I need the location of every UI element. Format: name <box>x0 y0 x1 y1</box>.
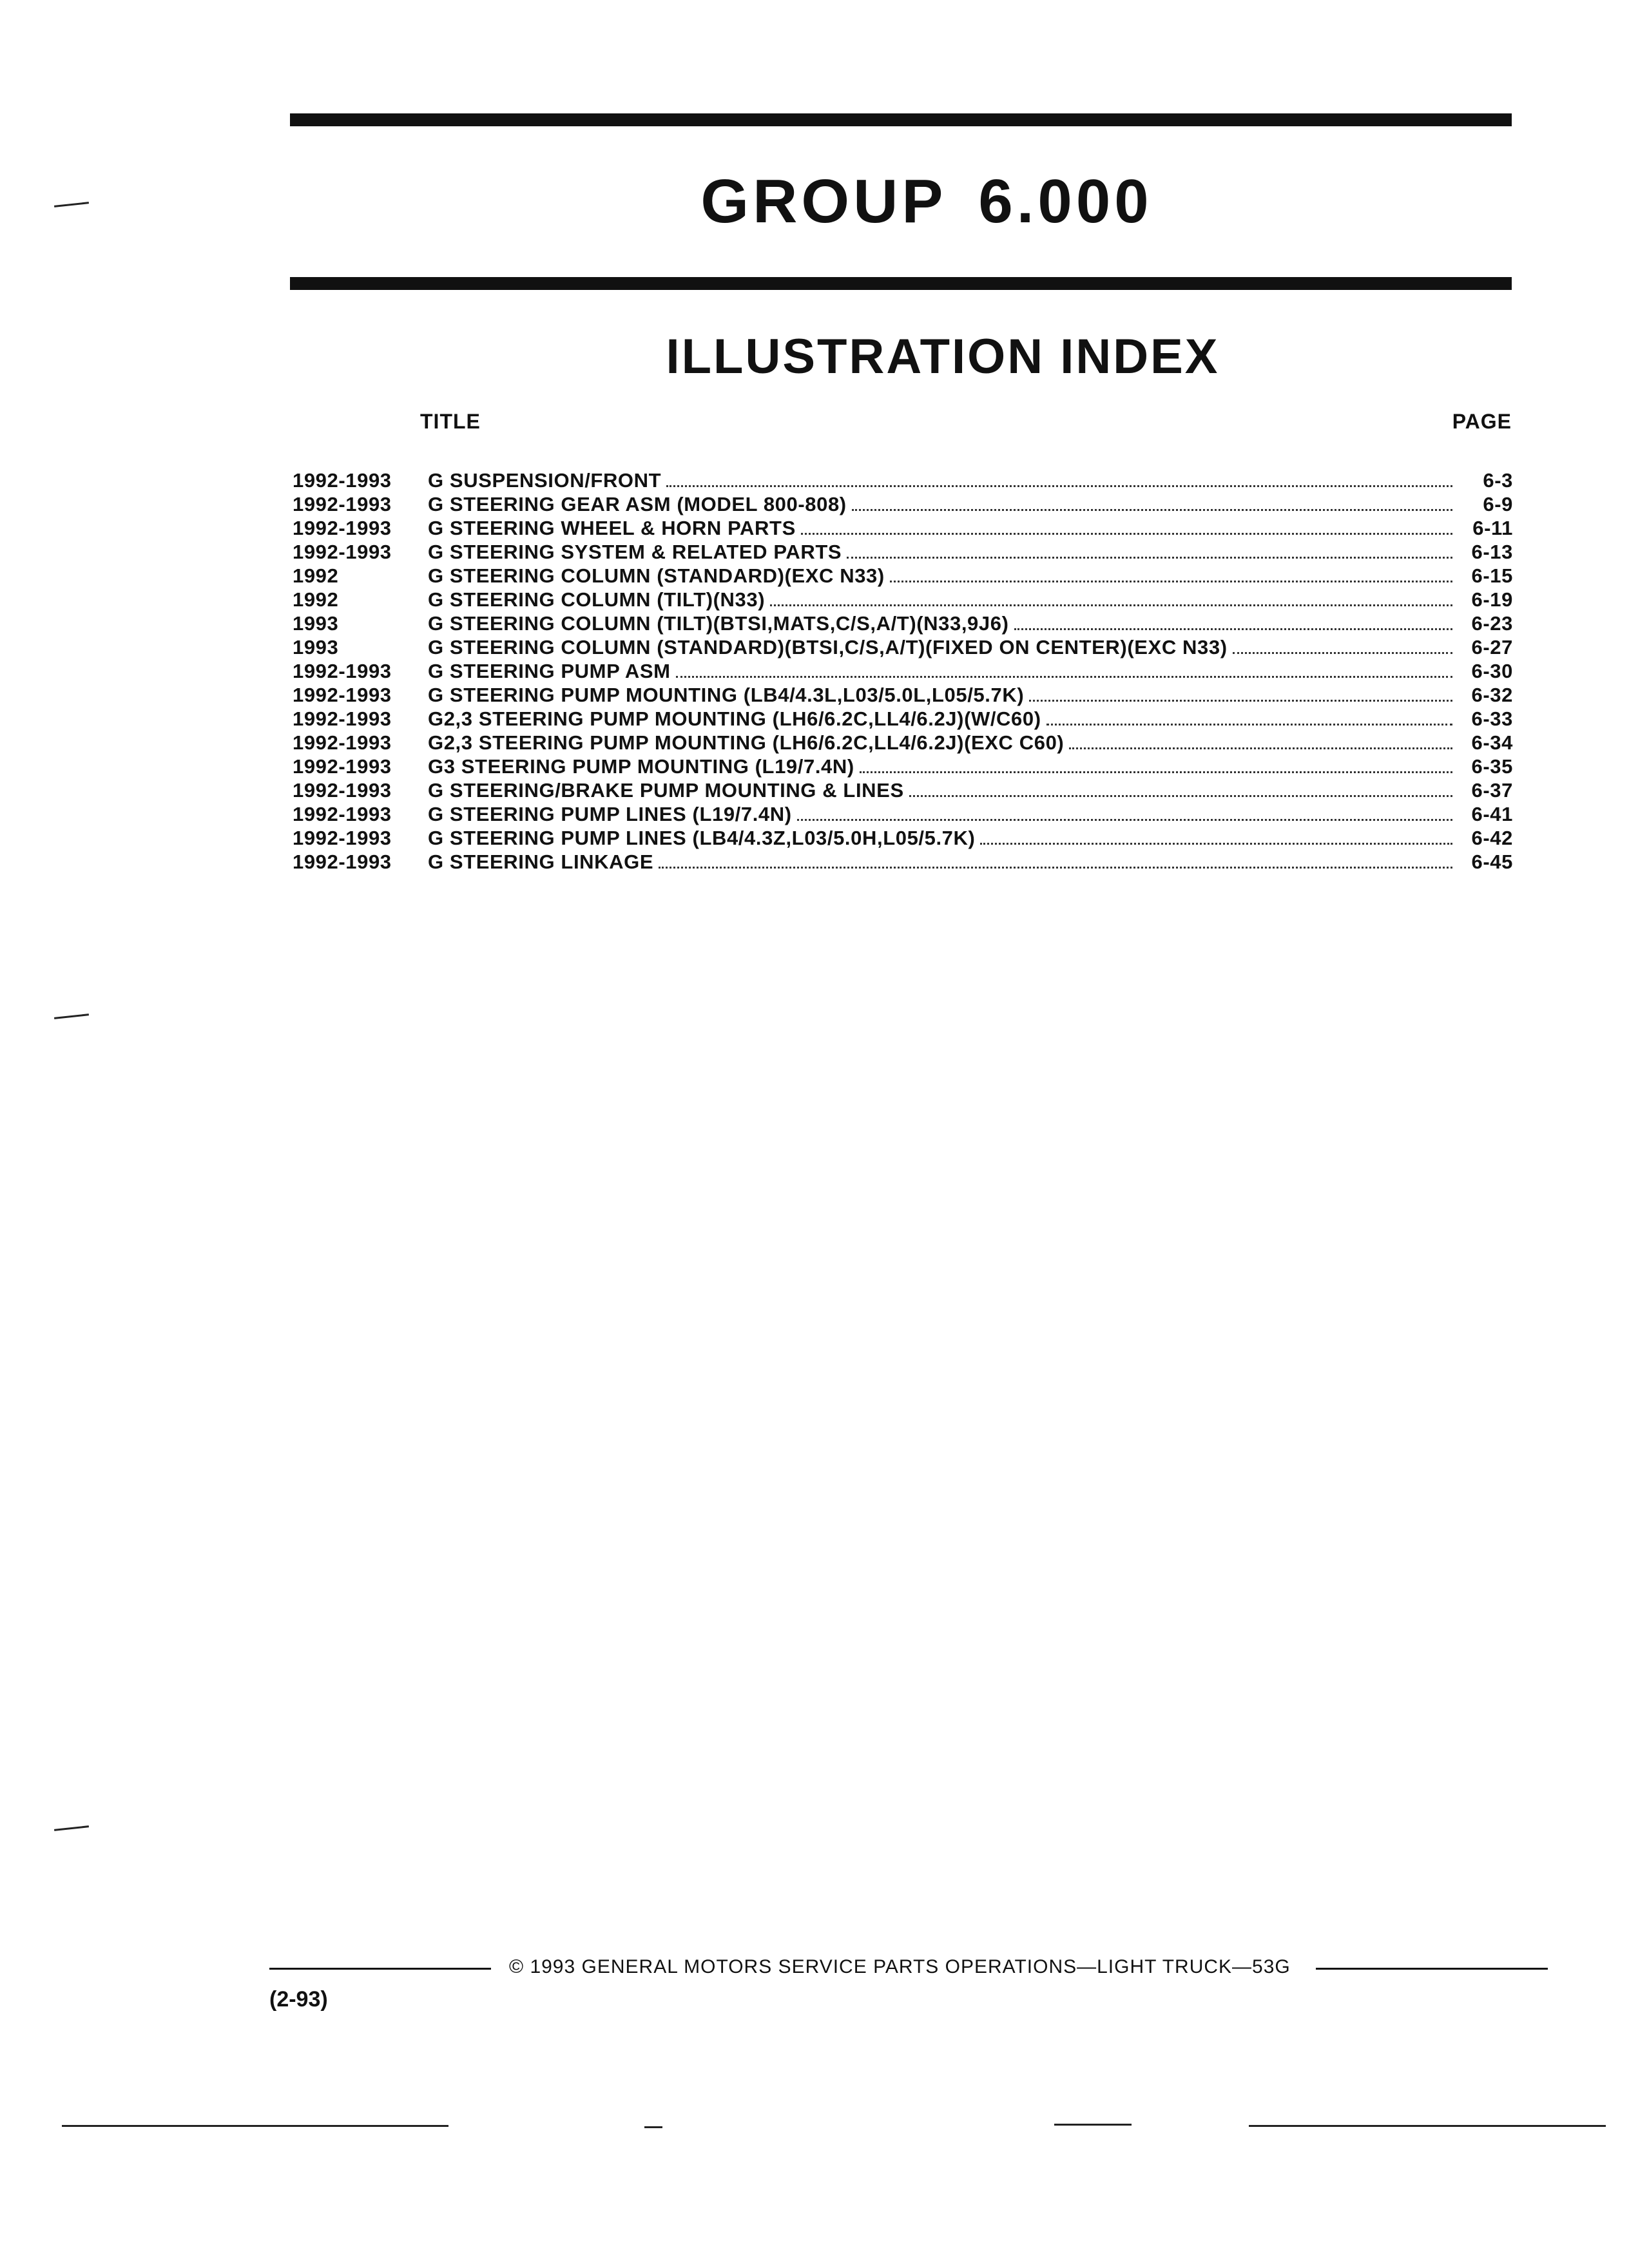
dot-leader <box>847 557 1452 559</box>
index-row <box>293 469 1513 493</box>
dot-leader <box>860 771 1452 773</box>
illustration-index-list <box>293 469 1513 874</box>
index-row-title: G STEERING GEAR ASM (MODEL 800-808) <box>428 493 847 515</box>
index-row-title: G STEERING COLUMN (STANDARD)(EXC N33) <box>428 564 885 587</box>
index-row-years: 1992-1993 <box>293 469 392 492</box>
index-row-page: 6-3 <box>1483 469 1513 492</box>
index-row-title: G STEERING COLUMN (TILT)(BTSI,MATS,C/S,A/T)(N33,9J6) <box>428 612 1009 635</box>
index-row <box>293 660 1513 684</box>
index-row <box>293 541 1513 564</box>
dot-leader <box>980 843 1452 845</box>
index-row-years: 1992-1993 <box>293 541 392 563</box>
index-row <box>293 779 1513 803</box>
footer-rule-left <box>269 1968 491 1970</box>
index-row-title: G2,3 STEERING PUMP MOUNTING (LH6/6.2C,LL4/6.2J)(W/C60) <box>428 707 1041 730</box>
scan-artifact-line <box>1249 2125 1606 2127</box>
index-row-years: 1992 <box>293 564 339 587</box>
index-row-years: 1992-1993 <box>293 755 392 778</box>
revision-date: (2-93) <box>269 1987 328 2012</box>
index-row-title: G3 STEERING PUMP MOUNTING (L19/7.4N) <box>428 755 854 778</box>
index-row-title: G STEERING SYSTEM & RELATED PARTS <box>428 541 842 563</box>
dot-leader <box>1069 747 1452 749</box>
scan-artifact-line <box>1054 2124 1132 2126</box>
index-row-years: 1992-1993 <box>293 660 392 682</box>
index-row <box>293 636 1513 660</box>
dot-leader <box>659 867 1452 869</box>
index-row-page: 6-9 <box>1483 493 1513 515</box>
index-row <box>293 827 1513 850</box>
index-row-title: G STEERING PUMP ASM <box>428 660 671 682</box>
index-row-page: 6-23 <box>1471 612 1513 635</box>
index-row-years: 1992-1993 <box>293 850 392 873</box>
dot-leader <box>770 604 1452 606</box>
index-row-years: 1992-1993 <box>293 707 392 730</box>
index-row-page: 6-15 <box>1471 564 1513 587</box>
index-row-page: 6-35 <box>1471 755 1513 778</box>
index-row <box>293 517 1513 541</box>
index-row <box>293 493 1513 517</box>
dot-leader <box>676 676 1452 678</box>
dot-leader <box>1029 700 1452 702</box>
header-rule <box>290 277 1512 290</box>
index-row-title: G STEERING PUMP LINES (LB4/4.3Z,L03/5.0H,L05/5.7K) <box>428 827 976 849</box>
index-row-title: G2,3 STEERING PUMP MOUNTING (LH6/6.2C,LL4/6.2J)(EXC C60) <box>428 731 1065 754</box>
index-row-page: 6-30 <box>1471 660 1513 682</box>
dot-leader <box>1014 628 1452 630</box>
dot-leader <box>1046 724 1452 726</box>
index-row <box>293 612 1513 636</box>
index-row-page: 6-41 <box>1471 803 1513 825</box>
index-row-page: 6-42 <box>1471 827 1513 849</box>
index-row-years: 1993 <box>293 636 339 658</box>
column-header-title: TITLE <box>420 410 481 433</box>
index-row-years: 1992-1993 <box>293 684 392 706</box>
punch-hole-mark <box>54 202 89 207</box>
index-row-page: 6-32 <box>1471 684 1513 706</box>
index-row <box>293 564 1513 588</box>
group-title: GROUP 6.000 <box>700 167 1153 236</box>
index-row-page: 6-11 <box>1472 517 1513 539</box>
dot-leader <box>890 581 1452 582</box>
index-row-title: G STEERING PUMP LINES (L19/7.4N) <box>428 803 792 825</box>
index-row <box>293 588 1513 612</box>
index-row-title: G STEERING/BRAKE PUMP MOUNTING & LINES <box>428 779 904 802</box>
index-row <box>293 755 1513 779</box>
punch-hole-mark <box>54 1825 89 1831</box>
index-title: ILLUSTRATION INDEX <box>666 329 1220 384</box>
index-row-years: 1992-1993 <box>293 493 392 515</box>
index-row-page: 6-34 <box>1471 731 1513 754</box>
footer-rule-right <box>1316 1968 1548 1970</box>
index-row-title: G STEERING LINKAGE <box>428 850 654 873</box>
index-row-years: 1992 <box>293 588 339 611</box>
copyright-notice: © 1993 GENERAL MOTORS SERVICE PARTS OPERATIONS—LIGHT TRUCK—53G <box>509 1956 1291 1977</box>
index-row-page: 6-19 <box>1471 588 1513 611</box>
dot-leader <box>1233 652 1452 654</box>
index-row-title: G SUSPENSION/FRONT <box>428 469 662 492</box>
index-row-years: 1992-1993 <box>293 517 392 539</box>
punch-hole-mark <box>54 1014 89 1019</box>
top-rule <box>290 113 1512 126</box>
index-row <box>293 684 1513 707</box>
index-row-years: 1992-1993 <box>293 731 392 754</box>
index-row <box>293 707 1513 731</box>
dot-leader <box>852 509 1452 511</box>
index-row <box>293 850 1513 874</box>
dot-leader <box>797 819 1452 821</box>
index-row-years: 1993 <box>293 612 339 635</box>
index-row-years: 1992-1993 <box>293 779 392 802</box>
index-row-page: 6-45 <box>1471 850 1513 873</box>
index-row <box>293 731 1513 755</box>
index-row-years: 1992-1993 <box>293 803 392 825</box>
index-row-page: 6-13 <box>1471 541 1513 563</box>
index-row-title: G STEERING PUMP MOUNTING (LB4/4.3L,L03/5.0L,L05/5.7K) <box>428 684 1025 706</box>
index-row-page: 6-37 <box>1471 779 1513 802</box>
scan-artifact-line <box>644 2126 662 2128</box>
dot-leader <box>801 533 1452 535</box>
index-row-title: G STEERING WHEEL & HORN PARTS <box>428 517 796 539</box>
index-row-page: 6-33 <box>1471 707 1513 730</box>
dot-leader <box>666 485 1452 487</box>
scan-artifact-line <box>62 2125 448 2127</box>
index-row-title: G STEERING COLUMN (TILT)(N33) <box>428 588 766 611</box>
index-row-page: 6-27 <box>1471 636 1513 658</box>
column-header-page: PAGE <box>1452 410 1512 433</box>
dot-leader <box>909 795 1452 797</box>
index-row-title: G STEERING COLUMN (STANDARD)(BTSI,C/S,A/T)(FIXED ON CENTER)(EXC N33) <box>428 636 1228 658</box>
index-row <box>293 803 1513 827</box>
index-row-years: 1992-1993 <box>293 827 392 849</box>
